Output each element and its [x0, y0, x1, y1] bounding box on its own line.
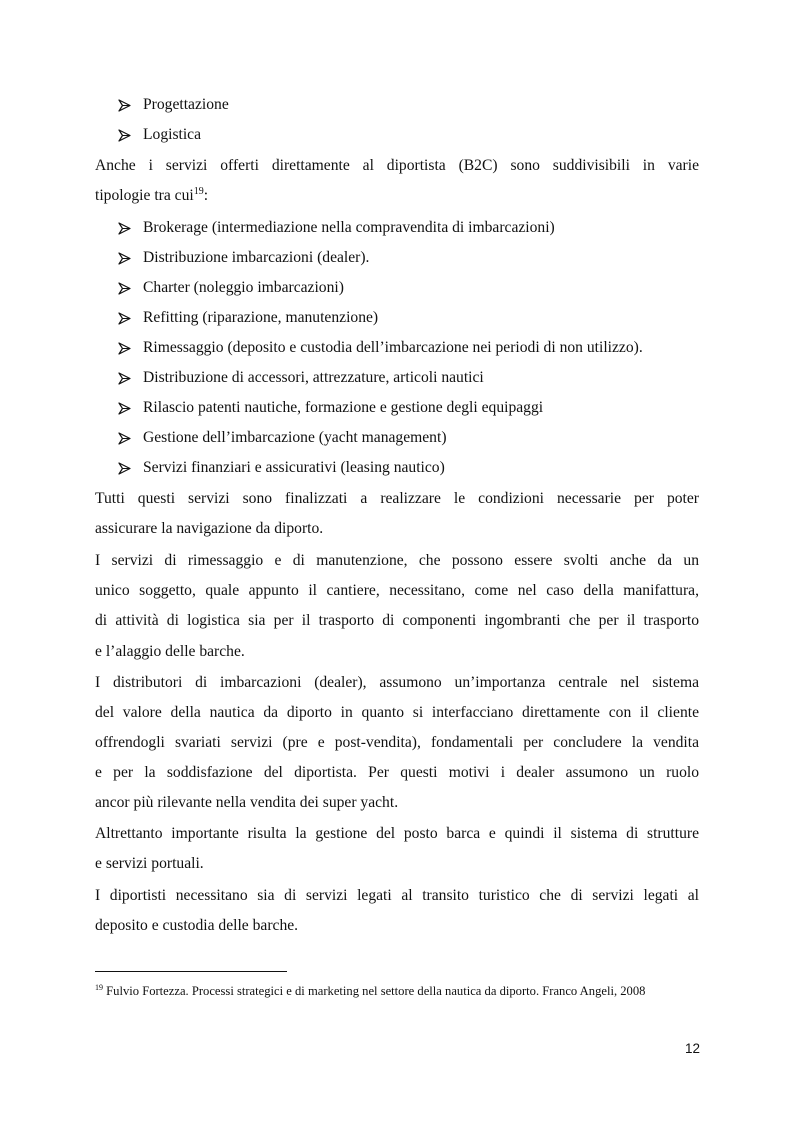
arrow-bullet-icon — [118, 462, 131, 475]
intro-text-end: : — [203, 187, 209, 204]
paragraph-line: I servizi di rimessaggio e di manutenzione, che possono essere svolti anche da un — [95, 552, 699, 569]
list-item-text: Brokerage (intermediazione nella compravendita di imbarcazioni) — [143, 219, 555, 236]
arrow-bullet-icon — [118, 432, 131, 445]
paragraph-line: I diportisti necessitano sia di servizi legati al transito turistico che di servizi legati al — [95, 887, 699, 904]
arrow-bullet-icon — [118, 252, 131, 265]
footnote-separator — [95, 971, 287, 972]
paragraph-line — [95, 186, 208, 206]
paragraph-line: di attività di logistica sia per il trasporto di componenti ingombranti che per il trasporto — [95, 612, 699, 629]
paragraph-line: ancor più rilevante nella vendita dei super yacht. — [95, 794, 399, 811]
arrow-bullet-icon — [118, 99, 131, 112]
paragraph-line: Anche i servizi offerti direttamente al diportista (B2C) sono suddivisibili in varie — [95, 157, 699, 174]
paragraph-line: I distributori di imbarcazioni (dealer), assumono un’importanza centrale nel sistema — [95, 674, 699, 691]
list-item-text: Servizi finanziari e assicurativi (leasing nautico) — [143, 459, 445, 476]
footnote — [95, 983, 645, 999]
arrow-bullet-icon — [118, 402, 131, 415]
paragraph-line: unico soggetto, quale appunto il cantiere, necessitano, come nel caso della manifattura, — [95, 582, 699, 599]
arrow-bullet-icon — [118, 282, 131, 295]
paragraph-line: offrendogli svariati servizi (pre e post-vendita), fondamentali per concludere la vendita — [95, 734, 699, 751]
paragraph-line: del valore della nautica da diporto in quanto si interfacciano direttamente con il cliente — [95, 704, 699, 721]
list-item-text: Progettazione — [143, 96, 229, 113]
paragraph-line: e l’alaggio delle barche. — [95, 643, 245, 660]
arrow-bullet-icon — [118, 129, 131, 142]
list-item-text: Charter (noleggio imbarcazioni) — [143, 279, 344, 296]
paragraph-line: deposito e custodia delle barche. — [95, 917, 299, 934]
paragraph-line: e servizi portuali. — [95, 855, 204, 872]
arrow-bullet-icon — [118, 372, 131, 385]
page-number: 12 — [684, 1041, 700, 1056]
paragraph-line: Altrettanto importante risulta la gestione del posto barca e quindi il sistema di strutture — [95, 825, 699, 842]
footnote-reference: 19 — [193, 186, 204, 197]
arrow-bullet-icon — [118, 342, 131, 355]
list-item-text: Distribuzione di accessori, attrezzature, articoli nautici — [143, 369, 484, 386]
list-item-text: Gestione dell’imbarcazione (yacht management) — [143, 429, 447, 446]
paragraph-line: assicurare la navigazione da diporto. — [95, 520, 324, 537]
list-item-text: Rilascio patenti nautiche, formazione e gestione degli equipaggi — [143, 399, 544, 416]
footnote-text: Fulvio Fortezza. Processi strategici e di marketing nel settore della nautica da diporto. Franco Angeli, 2008 — [103, 984, 646, 998]
arrow-bullet-icon — [118, 222, 131, 235]
footnote-number: 19 — [95, 983, 103, 992]
paragraph-line: e per la soddisfazione del diportista. Per questi motivi i dealer assumono un ruolo — [95, 764, 699, 781]
paragraph-line: Tutti questi servizi sono finalizzati a realizzare le condizioni necessarie per poter — [95, 490, 699, 507]
arrow-bullet-icon — [118, 312, 131, 325]
list-item-text: Rimessaggio (deposito e custodia dell’imbarcazione nei periodi di non utilizzo). — [143, 339, 643, 356]
intro-text: tipologie tra cui — [95, 187, 194, 204]
list-item-text: Distribuzione imbarcazioni (dealer). — [143, 249, 370, 266]
list-item-text: Logistica — [143, 126, 202, 143]
list-item-text: Refitting (riparazione, manutenzione) — [143, 309, 379, 326]
